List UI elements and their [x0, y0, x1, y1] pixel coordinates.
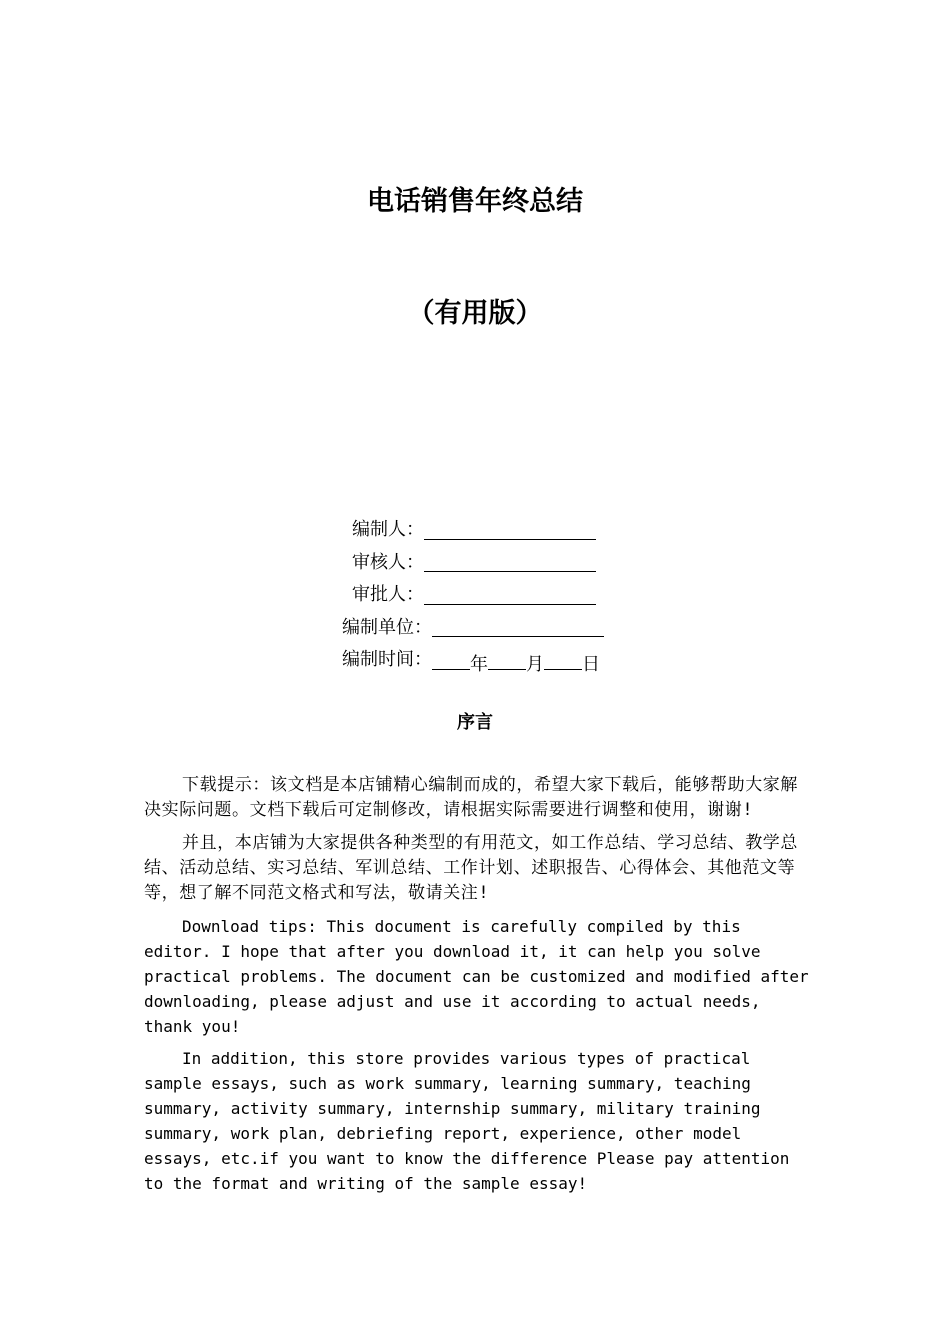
month-label: 月	[526, 654, 544, 676]
compiler-blank	[424, 521, 596, 540]
year-blank	[432, 651, 470, 670]
day-label: 日	[582, 654, 600, 676]
unit-row	[0, 612, 950, 645]
preface-heading: 序言	[457, 712, 493, 733]
approval-form	[0, 514, 950, 677]
time-row	[0, 644, 950, 677]
preface-body	[144, 773, 810, 1203]
preface-paragraph-4: In addition, this store provides various types of practical sample essays, such as work summary, learning summary, teaching summary, activity summary, internship summary, military training summary, work plan, debriefing report, experience, other model essays, etc.if you want to know the difference Please pay attention to the format and writing of the sample essay!	[144, 1049, 790, 1193]
reviewer-blank	[424, 553, 596, 572]
compiler-label: 编制人：	[352, 519, 424, 540]
document-title: 电话销售年终总结	[367, 186, 583, 217]
preface-paragraph-3: Download tips: This document is carefully compiled by this editor. I hope that after you download it, it can help you solve practical problems. The document can be customized and modified after downloading, please adjust and use it according to actual needs, thank you!	[144, 917, 809, 1036]
year-label: 年	[470, 654, 488, 676]
unit-label: 编制单位：	[342, 616, 432, 638]
compiler-row	[0, 514, 950, 547]
approver-label: 审批人：	[352, 584, 424, 605]
unit-blank	[432, 618, 604, 637]
time-label: 编制时间：	[342, 649, 432, 670]
day-blank	[544, 651, 582, 670]
reviewer-label: 审核人：	[352, 551, 424, 573]
preface-paragraph-1: 下载提示：该文档是本店铺精心编制而成的，希望大家下载后，能够帮助大家解决实际问题。文档下载后可定制修改，请根据实际需要进行调整和使用，谢谢!	[144, 775, 798, 820]
approver-blank	[424, 586, 596, 605]
document-subtitle: （有用版）	[407, 298, 543, 329]
approver-row	[0, 579, 950, 612]
reviewer-row	[0, 547, 950, 580]
preface-paragraph-2: 并且，本店铺为大家提供各种类型的有用范文，如工作总结、学习总结、教学总结、活动总结、实习总结、军训总结、工作计划、述职报告、心得体会、其他范文等等，想了解不同范文格式和写法，敬请关注!	[144, 833, 798, 903]
month-blank	[488, 651, 526, 670]
